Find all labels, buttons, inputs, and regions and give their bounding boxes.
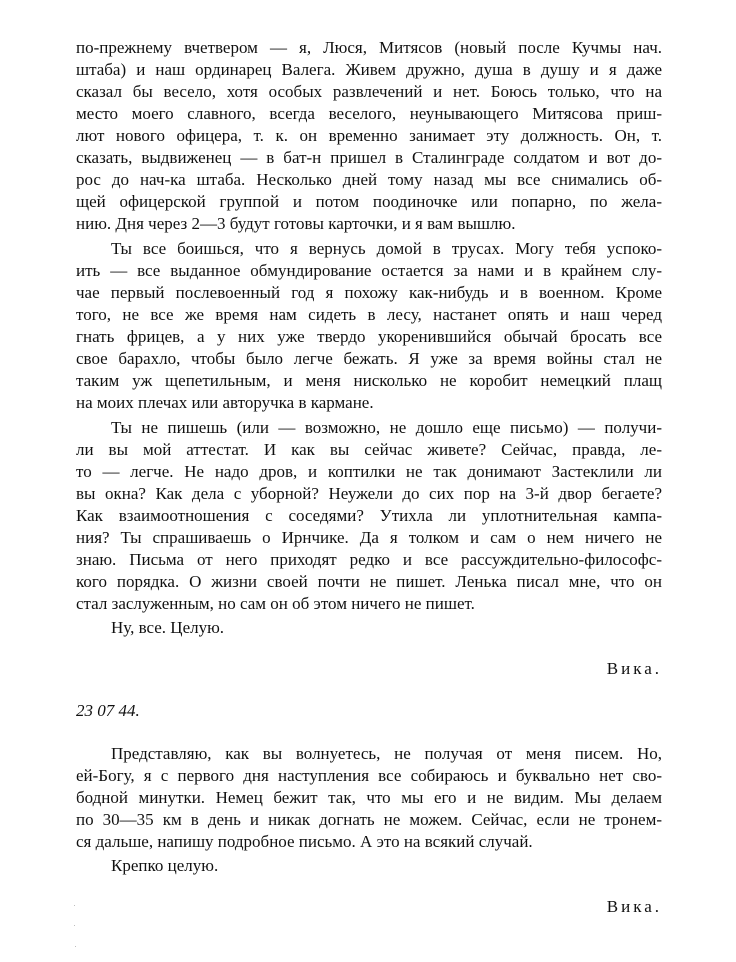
- text-line: Как взаимоотношения с соседями? Утихла ли уплотнительная кампа-: [76, 506, 662, 525]
- text-line: того, не все же время нам сидеть в лесу, настанет опять и наш черед: [76, 305, 662, 324]
- scan-speck: [74, 925, 75, 926]
- closing-line: Крепко целую.: [111, 856, 219, 875]
- text-line: Ты все боишься, что я вернусь домой в трусах. Могу тебя успоко-: [111, 239, 662, 258]
- scan-speck: [75, 946, 76, 947]
- closing-line: Ну, все. Целую.: [111, 618, 225, 637]
- signature: Вика.: [606, 897, 662, 916]
- text-line: кого порядка. О жизни своей почти не пишет. Ленька писал мне, что он: [76, 572, 662, 591]
- text-line: сказать, выдвиженец — в бат-н пришел в Сталинграде солдатом и вот до-: [76, 148, 662, 167]
- text-line: знаю. Письма от него приходят редко и все рассуждительно-философс-: [76, 550, 662, 569]
- text-line: свое барахло, чтобы было легче бежать. Я уже за время войны стал не: [76, 349, 662, 368]
- text-line: нию. Дня через 2—3 будут готовы карточки, и я вам вышлю.: [76, 214, 516, 233]
- text-line: таким уж щепетильным, и меня нисколько не коробит немецкий плащ: [76, 371, 662, 390]
- text-line: по 30—35 км в день и никак догнать не можем. Сейчас, если не тронем-: [76, 810, 662, 829]
- letter-date: 23 07 44.: [76, 701, 140, 720]
- text-line: щей офицерской группой и потом поодиночке или попарно, по жела-: [76, 192, 662, 211]
- text-line: Ты не пишешь (или — возможно, не дошло еще письмо) — получи-: [111, 418, 662, 437]
- text-line: стал заслуженным, но сам он об этом ничего не пишет.: [76, 594, 475, 613]
- text-line: ся дальше, напишу подробное письмо. А это на всякий случай.: [76, 832, 533, 851]
- text-line: гнать фрицев, а у них уже твердо укоренившийся обычай бросать все: [76, 327, 662, 346]
- text-line: ния? Ты спрашиваешь о Ирнчике. Да я толком и сам о нем ничего не: [76, 528, 662, 547]
- text-line: лют нового офицера, т. к. он временно занимает эту должность. Он, т.: [76, 126, 662, 145]
- text-line: Представляю, как вы волнуетесь, не получая от меня писем. Но,: [111, 744, 662, 763]
- text-line: штаба) и наш ординарец Валега. Живем дружно, душа в душу и я даже: [76, 60, 662, 79]
- text-line: бодной минутки. Немец бежит так, что мы его и не видим. Мы делаем: [76, 788, 662, 807]
- scan-speck: [74, 905, 75, 906]
- text-line: ей-Богу, я с первого дня наступления все собираюсь и буквально нет сво-: [76, 766, 662, 785]
- text-line: место моего славного, всегда веселого, неунывающего Митясова приш-: [76, 104, 662, 123]
- text-line: вы окна? Как дела с уборной? Неужели до сих пор на 3-й двор бегаете?: [76, 484, 662, 503]
- text-line: на моих плечах или авторучка в кармане.: [76, 393, 374, 412]
- text-line: ли вы мой аттестат. И как вы сейчас живете? Сейчас, правда, ле-: [76, 440, 662, 459]
- text-line: то — легче. Не надо дров, и коптилки не так донимают Застеклили ли: [76, 462, 662, 481]
- text-line: по-прежнему вчетвером — я, Люся, Митясов (новый после Кучмы нач.: [76, 38, 662, 57]
- text-line: сказал бы весело, хотя особых развлечений и нет. Боюсь только, что на: [76, 82, 662, 101]
- text-line: чае первый послевоенный год я похожу как-нибудь и в военном. Кроме: [76, 283, 662, 302]
- text-line: ить — все выданное обмундирование остается за нами и в крайнем слу-: [76, 261, 662, 280]
- text-line: рос до нач-ка штаба. Несколько дней тому назад мы все снимались об-: [76, 170, 662, 189]
- signature: Вика.: [606, 659, 662, 678]
